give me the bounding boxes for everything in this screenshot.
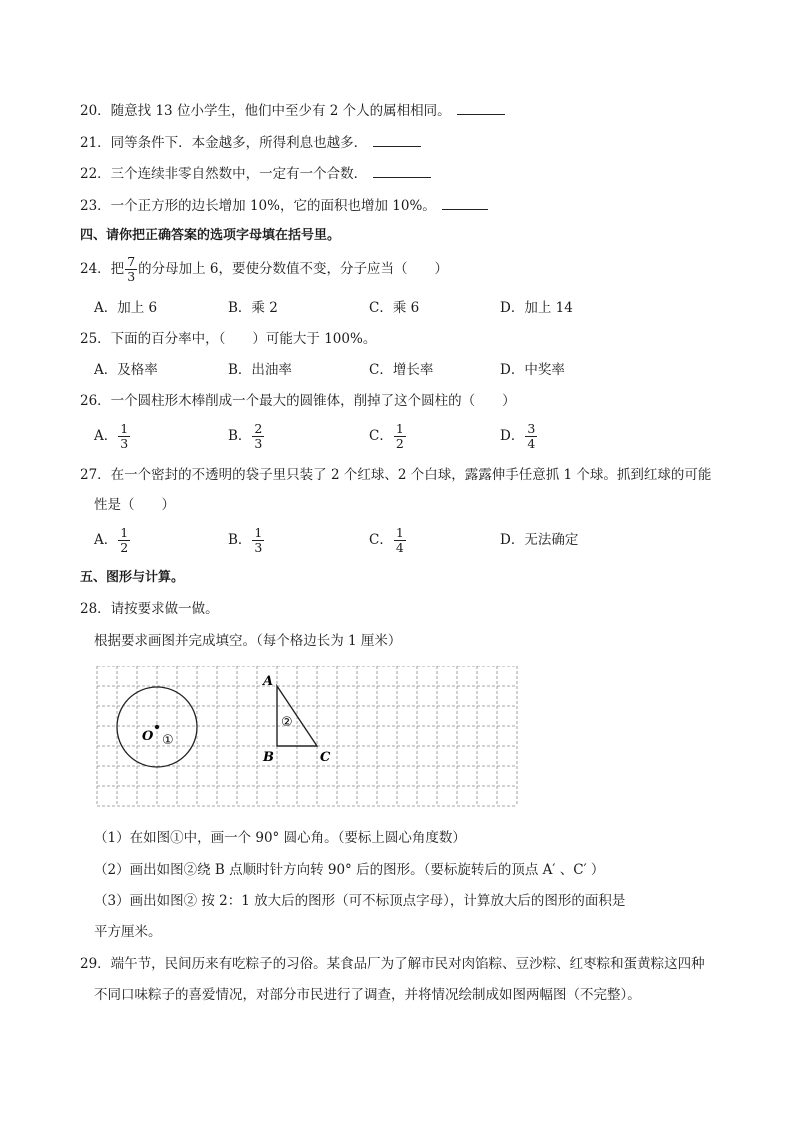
question-24: [80, 252, 448, 286]
fraction-numerator: 3: [527, 420, 536, 436]
option-fraction: [118, 526, 130, 555]
option-25-c[interactable]: C．增长率: [369, 362, 434, 378]
option-fraction: [252, 422, 264, 451]
question-24-prefix: 24．把: [80, 261, 125, 277]
option-fraction: [394, 422, 406, 451]
option-27-c[interactable]: [369, 523, 407, 557]
question-29-line2: 不同口味粽子的喜爱情况，对部分市民进行了调查，并将情况绘制成如图两幅图（不完整）。: [94, 987, 641, 1003]
option-27-b[interactable]: [228, 523, 265, 557]
option-24-a[interactable]: A．加上 6: [94, 300, 158, 316]
answer-blank-20[interactable]: [457, 100, 505, 115]
fraction-numerator: 1: [395, 524, 404, 540]
option-24-c[interactable]: C．乘 6: [369, 300, 420, 316]
question-20: [80, 100, 505, 121]
option-label: B．: [228, 532, 252, 548]
option-27-a[interactable]: [94, 523, 131, 557]
question-28-sub3-line1: （3）画出如图② 按 2：1 放大后的图形（可不标顶点字母），计算放大后的图形的面积是: [94, 893, 626, 909]
fraction-denominator: 2: [395, 435, 404, 451]
question-28-sub1: （1）在如图①中，画一个 90° 圆心角。（要标上圆心角度数）: [94, 830, 466, 846]
answer-blank-23[interactable]: [442, 195, 488, 210]
option-label: A．: [94, 532, 118, 548]
label-figure-1: ①: [162, 733, 174, 748]
question-27-line2: 性是（ ）: [94, 497, 175, 513]
option-fraction: [252, 526, 264, 555]
grid-figure: [96, 666, 520, 812]
question-23-text: 23．一个正方形的边长增加 10%，它的面积也增加 10%。: [80, 198, 436, 214]
option-24-b[interactable]: B．乘 2: [228, 300, 278, 316]
question-22: [80, 163, 431, 184]
option-fraction: [525, 422, 537, 451]
label-B: B: [263, 750, 274, 765]
question-25: 25．下面的百分率中，（ ）可能大于 100%。: [80, 331, 377, 347]
fraction-denominator: 4: [527, 435, 536, 451]
fraction-7-3: [125, 255, 137, 284]
option-26-c[interactable]: [369, 419, 407, 453]
question-21: [80, 132, 421, 153]
fraction-denominator: 3: [254, 539, 263, 555]
label-O: O: [142, 729, 154, 744]
answer-blank-21[interactable]: [373, 132, 421, 147]
fraction-denominator: 4: [395, 539, 404, 555]
option-label: C．: [369, 532, 393, 548]
option-26-b[interactable]: [228, 419, 265, 453]
question-23: [80, 195, 488, 216]
option-label: B．: [228, 428, 252, 444]
option-label: A．: [94, 428, 118, 444]
option-label: D．: [500, 428, 525, 444]
question-28-title: 28．请按要求做一做。: [80, 601, 219, 617]
question-28-sub3-line2: 平方厘米。: [94, 924, 162, 940]
fraction-numerator: 1: [120, 524, 129, 540]
fraction-numerator: 7: [127, 253, 136, 269]
fraction-numerator: 1: [254, 524, 263, 540]
fraction-denominator: 2: [120, 539, 129, 555]
section-4-heading: 四、请你把正确答案的选项字母填在括号里。: [80, 228, 341, 243]
question-29-line1: 29．端午节，民间历来有吃粽子的习俗。某食品厂为了解市民对肉馅粽、豆沙粽、红枣粽和蛋黄粽这四种: [80, 956, 705, 972]
option-25-a[interactable]: A．及格率: [94, 362, 158, 378]
question-22-text: 22．三个连续非零自然数中，一定有一个合数．: [80, 166, 368, 182]
fraction-numerator: 2: [254, 420, 263, 436]
option-fraction: [394, 526, 406, 555]
question-21-text: 21．同等条件下．本金越多，所得利息也越多．: [80, 135, 368, 151]
question-27-line1: 27．在一个密封的不透明的袋子里只装了 2 个红球、2 个白球，露露伸手任意抓 1 个球。抓到红球的可能: [80, 467, 712, 483]
circle-center-dot: [155, 725, 159, 729]
question-28-sub2: （2）画出如图②绕 B 点顺时针方向转 90° 后的图形。（要标旋转后的顶点 A′ 、C′ ）: [94, 862, 605, 878]
section-5-heading: 五、图形与计算。: [80, 570, 185, 585]
option-label: C．: [369, 428, 393, 444]
label-A: A: [263, 674, 274, 689]
question-26: 26．一个圆柱形木棒削成一个最大的圆锥体，削掉了这个圆柱的（ ）: [80, 393, 516, 409]
label-C: C: [320, 750, 331, 765]
fraction-denominator: 3: [127, 268, 136, 284]
option-25-b[interactable]: B．出油率: [228, 362, 292, 378]
question-24-suffix: 的分母加上 6，要使分数值不变，分子应当（ ）: [138, 261, 449, 277]
label-figure-2: ②: [281, 715, 293, 730]
fraction-denominator: 3: [120, 435, 129, 451]
fraction-numerator: 1: [395, 420, 404, 436]
fraction-denominator: 3: [254, 435, 263, 451]
question-20-text: 20．随意找 13 位小学生，他们中至少有 2 个人的属相相同。: [80, 103, 451, 119]
option-26-d[interactable]: [500, 419, 538, 453]
option-26-a[interactable]: [94, 419, 131, 453]
question-28-intro: 根据要求画图并完成填空。（每个格边长为 1 厘米）: [94, 633, 402, 649]
answer-blank-22[interactable]: [373, 163, 431, 178]
option-24-d[interactable]: D．加上 14: [500, 300, 573, 316]
fraction-numerator: 1: [120, 420, 129, 436]
option-27-d[interactable]: D．无法确定: [500, 532, 579, 548]
option-fraction: [118, 422, 130, 451]
option-25-d[interactable]: D．中奖率: [500, 362, 565, 378]
